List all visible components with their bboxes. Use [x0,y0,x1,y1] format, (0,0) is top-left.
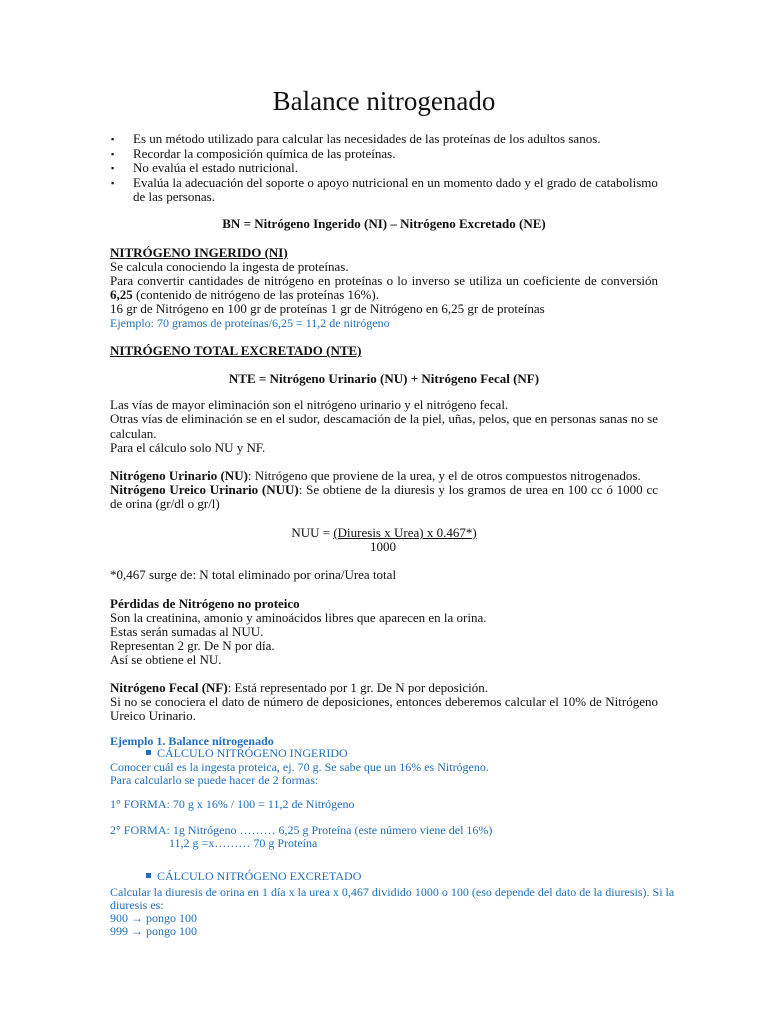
pnp-text: Representan 2 gr. De N por día. [110,638,275,653]
nte-text: calculan. [110,426,157,441]
nuu-formula-denominator: 1000 [370,539,396,554]
nuu-formula-numerator [0,526,768,540]
footnote: *0,467 surge de: N total eliminado por orina/Urea total [110,567,397,582]
example-text: Calcular la diuresis de orina en 1 día x la urea x 0,467 dividido 1000 o 100 (eso depende del dato de la diuresis). Si la [110,885,675,899]
bullet-item: Evalúa la adecuación del soporte o apoyo nutricional en un momento dado y el grado de catabolismo [133,175,658,190]
nu-text: : Nitrógeno que proviene de la urea, y el de otros compuestos nitrogenados. [247,468,641,483]
nu-definition [110,469,641,483]
ni-text [110,288,379,302]
ni-text: Para convertir cantidades de nitrógeno en proteínas o lo inverso se utiliza un coeficiente de conversión [110,273,658,288]
bullet-marker: ▪ [111,149,115,159]
pnp-text: Son la creatinina, amonio y aminoácidos libres que aparecen en la orina. [110,610,487,625]
example-heading: Ejemplo 1. Balance nitrogenado [110,734,274,748]
ni-text: 16 gr de Nitrógeno en 100 gr de proteínas 1 gr de Nitrógeno en 6,25 gr de proteínas [110,301,545,316]
nf-text: Ureico Urinario. [110,708,196,723]
pnp-heading: Pérdidas de Nitrógeno no proteico [110,596,300,611]
example-text: Conocer cuál es la ingesta proteica, ej. 70 g. Se sabe que un 16% es Nitrógeno. [110,760,489,774]
nf-text: : Está representado por 1 gr. De N por deposición. [227,680,488,695]
bullet-marker: ▪ [111,178,115,188]
nf-label: Nitrógeno Fecal (NF) [110,680,228,695]
example-text: 900 → pongo 100 [110,911,197,925]
bullet-item: No evalúa el estado nutricional. [133,160,298,175]
nte-formula: NTE = Nitrógeno Urinario (NU) + Nitrógeno Fecal (NF) [228,371,540,386]
nf-text: Si no se conociera el dato de número de deposiciones, entonces deberemos calcular el 10% de Nitrógeno [110,694,658,709]
example-subheading: CÁLCULO NITRÓGENO EXCRETADO [157,869,362,883]
nte-text: Las vías de mayor eliminación son el nitrógeno urinario y el nitrógeno fecal. [110,397,509,412]
example-form-2: 2° FORMA: 1g Nitrógeno ……… 6,25 g Proteína (este número viene del 16%) [110,823,493,837]
nuu-label: Nitrógeno Ureico Urinario (NUU) [110,482,299,497]
nte-text: Para el cálculo solo NU y NF. [110,440,266,455]
conversion-factor: 6,25 [110,287,133,302]
bullet-item-continuation: de las personas. [133,189,215,204]
example-subheading: CÁLCULO NITRÓGENO INGERIDO [157,746,348,760]
ni-text-rest: (contenido de nitrógeno de las proteínas 16%). [132,287,379,302]
nuu-text: : Se obtiene de la diuresis y los gramos de urea en 100 cc ó 1000 cc [298,482,658,497]
ni-heading: NITRÓGENO INGERIDO (NI) [110,245,288,260]
ni-text: Se calcula conociendo la ingesta de proteínas. [110,259,349,274]
nuu-formula-num: (Diuresis x Urea) x 0.467*) [333,525,477,540]
nf-definition [110,681,488,695]
example-form-1: 1° FORMA: 70 g x 16% / 100 = 11,2 de Nitrógeno [110,797,355,811]
example-text: 999 → pongo 100 [110,924,197,938]
example-form-2-continuation: 11,2 g =x……… 70 g Proteína [169,836,318,850]
nuu-text-continuation: de orina (gr/dl o gr/l) [110,496,220,511]
ni-example: Ejemplo: 70 gramos de proteínas/6,25 = 11,2 de nitrógeno [110,316,390,330]
example-text: diuresis es: [110,898,164,912]
example-text: Para calcularlo se puede hacer de 2 formas: [110,773,319,787]
nuu-definition [110,483,658,497]
square-bullet-icon [146,873,151,878]
pnp-text: Estas serán sumadas al NUU. [110,624,264,639]
square-bullet-icon [146,750,151,755]
pnp-text: Así se obtiene el NU. [110,652,222,667]
bn-formula: BN = Nitrógeno Ingerido (NI) – Nitrógeno Excretado (NE) [222,216,546,231]
bullet-item: Es un método utilizado para calcular las necesidades de las proteínas de los adultos sanos. [133,131,601,146]
nte-text: Otras vías de eliminación se en el sudor, descamación de la piel, uñas, pelos, que en personas sanas no se [110,411,658,426]
bullet-marker: ▪ [111,163,115,173]
bullet-marker: ▪ [111,134,115,144]
nu-label: Nitrógeno Urinario (NU) [110,468,248,483]
nuu-formula-prefix: NUU = [291,525,334,540]
bullet-item: Recordar la composición química de las proteínas. [133,146,396,161]
document-title: Balance nitrogenado [272,86,496,116]
nte-heading: NITRÓGENO TOTAL EXCRETADO (NTE) [110,343,362,358]
